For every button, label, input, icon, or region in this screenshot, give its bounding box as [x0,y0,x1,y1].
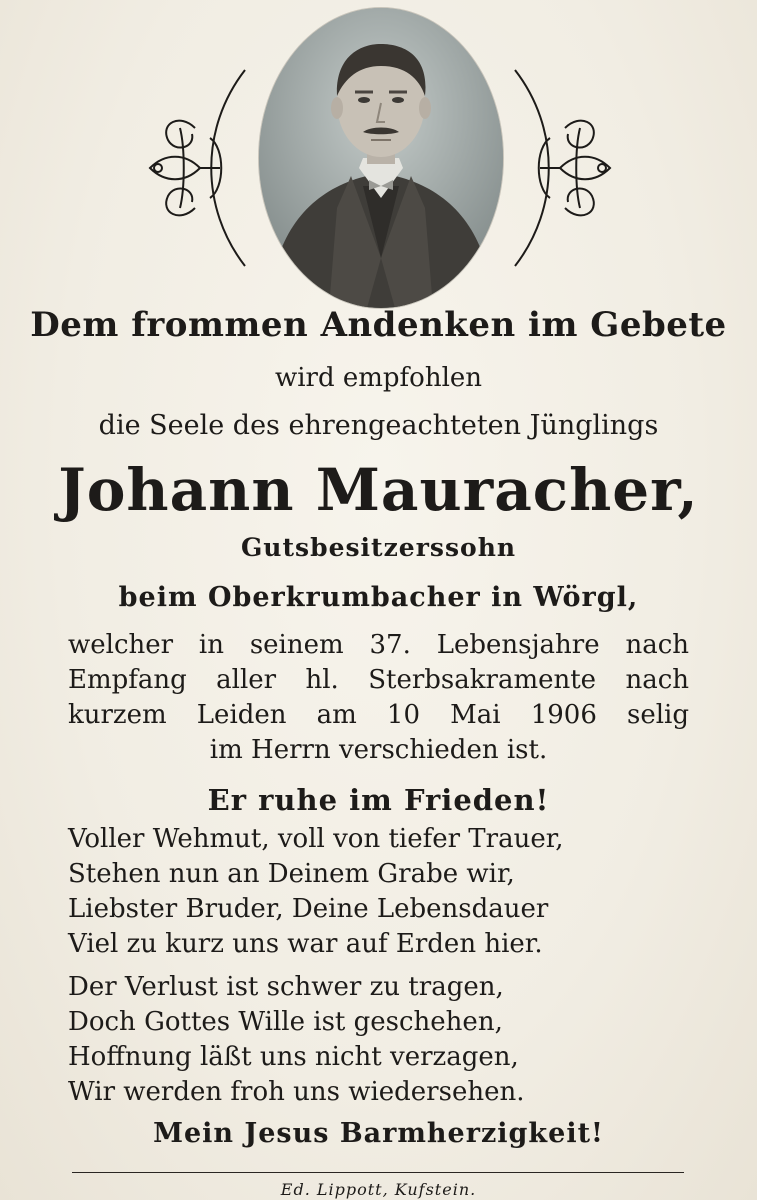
heading: Dem frommen Andenken im Gebete [30,305,727,345]
portrait-photo [259,8,503,308]
poem-line: Wir werden froh uns wiedersehen. [68,1077,525,1107]
left-flourish-icon [140,68,250,268]
death-line: im Herrn verschieden ist. [209,735,548,765]
rest-in-peace: Er ruhe im Frieden! [207,783,550,817]
divider [72,1172,684,1173]
poem-line: Voller Wehmut, voll von tiefer Trauer, [68,824,564,854]
death-line: Empfang aller hl. Sterbsakramente nach [68,665,689,695]
poem-line: Der Verlust ist schwer zu tragen, [68,972,504,1002]
prayer-line: Mein Jesus Barmherzigkeit! [153,1118,604,1149]
poem-line: Viel zu kurz uns war auf Erden hier. [68,929,543,959]
printer-imprint: Ed. Lippott, Kufstein. [280,1180,477,1199]
poem-stanza-2 [68,970,525,1110]
soul-line: die Seele des ehrengeachteten Jünglings [98,410,659,441]
death-line: kurzem Leiden am 10 Mai 1906 selig [68,700,689,730]
poem-line: Stehen nun an Deinem Grabe wir, [68,859,515,889]
recommended-line: wird empfohlen [274,363,483,393]
occupation: Gutsbesitzerssohn [240,533,517,562]
poem-line: Doch Gottes Wille ist geschehen, [68,1007,503,1037]
right-flourish-icon [510,68,620,268]
poem-line: Liebster Bruder, Deine Lebensdauer [68,894,549,924]
deceased-name: Johann Mauracher, [58,456,699,524]
portrait-area [0,0,757,310]
farm-line: beim Oberkrumbacher in Wörgl, [118,582,639,613]
death-paragraph [68,628,689,768]
poem-stanza-1 [68,822,564,962]
poem-line: Hoffnung läßt uns nicht verzagen, [68,1042,519,1072]
death-line: welcher in seinem 37. Lebensjahre nach [68,630,689,660]
